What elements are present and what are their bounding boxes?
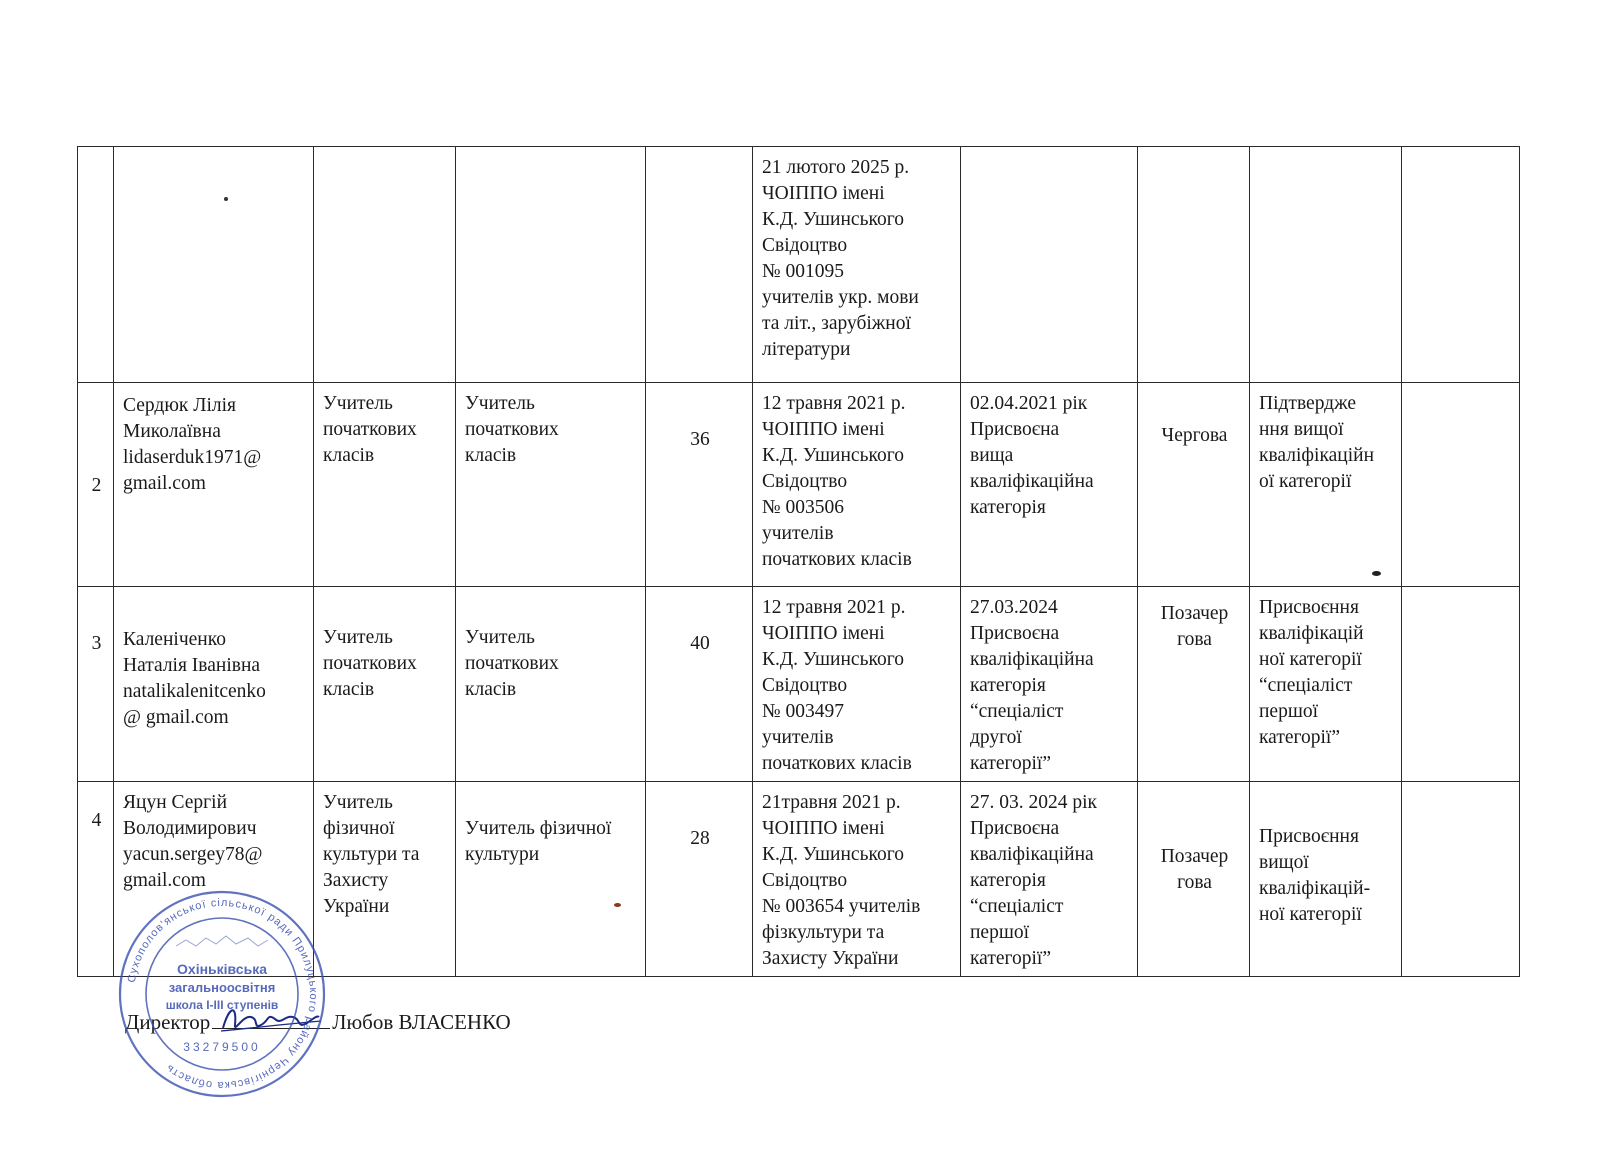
cell-attestation-type [1138, 782, 1250, 977]
cell-attestation-result-line: “спеціаліст [970, 896, 1064, 917]
cell-years [646, 147, 753, 383]
cell-attestation-result [961, 383, 1138, 587]
cell-goal-line: кваліфікацій- [1259, 878, 1371, 899]
cell-course-line: учителів [762, 523, 834, 544]
cell-goal-line: категорії” [1259, 727, 1341, 748]
cell-teaches-line: класів [465, 679, 517, 700]
cell-years [646, 782, 753, 977]
cell-goal-line: Присвоєння [1259, 826, 1359, 847]
cell-course-line: № 003654 учителів [762, 896, 921, 917]
cell-position-line: класів [323, 679, 375, 700]
cell-goal-line: “спеціаліст [1259, 675, 1353, 696]
svg-text:школа І-ІІІ ступенів: школа І-ІІІ ступенів [165, 998, 279, 1012]
cell-years-text: 36 [690, 429, 710, 450]
cell-goal [1250, 383, 1402, 587]
cell-position-line: фізичної [323, 818, 395, 839]
cell-name-line: Володимирович [123, 818, 257, 839]
cell-attestation-result-line: першої [970, 922, 1030, 943]
cell-teaches [456, 147, 646, 383]
cell-name [114, 587, 314, 782]
cell-position-line: класів [323, 445, 375, 466]
cell-position-line: Учитель [323, 627, 393, 648]
cell-position-line: культури та [323, 844, 420, 865]
cell-goal-line: першої [1259, 701, 1319, 722]
cell-attestation-result-line: “спеціаліст [970, 701, 1064, 722]
cell-number-text: 4 [91, 810, 102, 831]
cell-name-line: gmail.com [123, 473, 206, 494]
speck [614, 903, 621, 907]
cell-course-line: К.Д. Ушинського [762, 445, 904, 466]
cell-attestation-type [1138, 383, 1250, 587]
cell-name [114, 147, 314, 383]
cell-position-line: Учитель [323, 393, 393, 414]
cell-course-line: № 001095 [762, 261, 844, 282]
svg-text:33279500: 33279500 [183, 1040, 261, 1054]
cell-years-text: 40 [690, 633, 710, 654]
cell-attestation-type [1138, 147, 1250, 383]
cell-goal [1250, 587, 1402, 782]
cell-course-line: Свідоцтво [762, 235, 848, 256]
cell-course-line: учителів [762, 727, 834, 748]
cell-course-line: літератури [762, 339, 851, 360]
cell-attestation-result-line: 27.03.2024 [970, 597, 1058, 618]
cell-course-line: Захисту України [762, 948, 899, 969]
cell-years-text: 28 [690, 828, 710, 849]
cell-name [114, 383, 314, 587]
cell-goal-line: кваліфікаційн [1259, 445, 1375, 466]
cell-position-line: Учитель [323, 792, 393, 813]
cell-goal-line: ої категорії [1259, 471, 1352, 492]
cell-course-line: 21травня 2021 р. [762, 792, 901, 813]
speck [1372, 571, 1381, 576]
cell-goal-line: Присвоєння [1259, 597, 1359, 618]
director-label: Директор [125, 1010, 211, 1034]
speck [224, 197, 228, 201]
cell-attestation-result [961, 782, 1138, 977]
cell-attestation-result-line: 27. 03. 2024 рік [970, 792, 1098, 813]
cell-teaches-line: класів [465, 445, 517, 466]
cell-teaches-line: початкових [465, 653, 559, 674]
cell-position [314, 147, 456, 383]
cell-attestation-result-line: категорії” [970, 948, 1052, 969]
cell-attestation-result-line: Присвоєна [970, 623, 1060, 644]
cell-course-line: ЧОІППО імені [762, 183, 885, 204]
cell-number [78, 147, 114, 383]
cell-goal-line: кваліфікацій [1259, 623, 1364, 644]
cell-name-line: Яцун Сергій [123, 792, 228, 813]
cell-attestation-result-line: другої [970, 727, 1022, 748]
cell-attestation-result-line: Присвоєна [970, 419, 1060, 440]
cell-empty [1402, 147, 1520, 383]
cell-course-line: ЧОІППО імені [762, 419, 885, 440]
cell-number [78, 587, 114, 782]
cell-goal-line: ння вищої [1259, 419, 1344, 440]
cell-attestation-result [961, 147, 1138, 383]
cell-number [78, 383, 114, 587]
cell-attestation-type-text: Позачер гова [1160, 846, 1229, 893]
cell-teaches [456, 587, 646, 782]
cell-attestation-type-text: Чергова [1161, 425, 1228, 446]
cell-course-line: фізкультури та [762, 922, 885, 943]
table-row [78, 147, 1520, 383]
cell-position-line: України [323, 896, 390, 917]
table-row [78, 587, 1520, 782]
cell-course-line: Свідоцтво [762, 675, 848, 696]
cell-name-line: Миколаївна [123, 421, 221, 442]
cell-course-line: К.Д. Ушинського [762, 844, 904, 865]
cell-course-line: початкових класів [762, 753, 912, 774]
cell-position [314, 383, 456, 587]
cell-goal-line: вищої [1259, 852, 1309, 873]
cell-position-line: початкових [323, 653, 417, 674]
cell-teaches-line: Учитель [465, 393, 535, 414]
cell-attestation-result-line: категорії” [970, 753, 1052, 774]
cell-course-line: учителів укр. мови [762, 287, 919, 308]
cell-goal-line: Підтвердже [1259, 393, 1356, 414]
cell-attestation-result-line: Присвоєна [970, 818, 1060, 839]
cell-goal-line: ної категорії [1259, 904, 1362, 925]
cell-teaches-line: початкових [465, 419, 559, 440]
cell-name-line: Наталія Іванівна [123, 655, 261, 676]
cell-attestation-type [1138, 587, 1250, 782]
cell-course-line: та літ., зарубіжної [762, 313, 911, 334]
cell-name-line: Сердюк Лілія [123, 395, 236, 416]
cell-position-line: початкових [323, 419, 417, 440]
cell-course-line: № 003497 [762, 701, 844, 722]
svg-text:загальноосвітня: загальноосвітня [168, 980, 276, 995]
cell-attestation-result-line: кваліфікаційна [970, 649, 1094, 670]
cell-attestation-result-line: 02.04.2021 рік [970, 393, 1088, 414]
cell-attestation-result [961, 587, 1138, 782]
cell-empty [1402, 782, 1520, 977]
cell-name-line: @ gmail.com [123, 707, 229, 728]
school-stamp [116, 888, 328, 1100]
staff-table [77, 146, 1520, 977]
cell-goal [1250, 147, 1402, 383]
cell-goal [1250, 782, 1402, 977]
cell-course [753, 782, 961, 977]
svg-text:Охіньківська: Охіньківська [177, 961, 267, 977]
cell-attestation-result-line: категорія [970, 870, 1046, 891]
cell-course-line: 21 лютого 2025 р. [762, 157, 910, 178]
cell-empty [1402, 383, 1520, 587]
cell-attestation-result-line: категорія [970, 497, 1046, 518]
cell-name-line: gmail.com [123, 870, 206, 891]
cell-number-text: 3 [91, 633, 102, 654]
cell-position-line: Захисту [323, 870, 389, 891]
cell-years [646, 383, 753, 587]
cell-course [753, 383, 961, 587]
cell-name-line: yacun.sergey78@ [123, 844, 263, 865]
cell-position [314, 782, 456, 977]
cell-teaches-line: Учитель [465, 627, 535, 648]
cell-years [646, 587, 753, 782]
cell-empty [1402, 587, 1520, 782]
cell-course-line: К.Д. Ушинського [762, 649, 904, 670]
cell-goal-line: ної категорії [1259, 649, 1362, 670]
cell-course-line: Свідоцтво [762, 870, 848, 891]
cell-course-line: початкових класів [762, 549, 912, 570]
cell-course [753, 147, 961, 383]
cell-teaches [456, 383, 646, 587]
cell-name-line: Каленіченко [123, 629, 226, 650]
cell-attestation-result-line: кваліфікаційна [970, 471, 1094, 492]
cell-course-line: Свідоцтво [762, 471, 848, 492]
cell-teaches-line: культури [465, 844, 540, 865]
cell-attestation-result-line: вища [970, 445, 1014, 466]
cell-course-line: 12 травня 2021 р. [762, 393, 906, 414]
cell-position [314, 587, 456, 782]
table-row [78, 383, 1520, 587]
cell-name-line: lidaserduk1971@ [123, 447, 262, 468]
cell-course-line: ЧОІППО імені [762, 623, 885, 644]
director-name: Любов ВЛАСЕНКО [332, 1010, 511, 1034]
cell-course-line: ЧОІППО імені [762, 818, 885, 839]
svg-text:Сухополов'янської сільської ра: Сухополов'янської сільської ради Прилуцького району Чернігівська область [125, 896, 320, 1092]
cell-number-text: 2 [91, 475, 102, 496]
cell-course-line: К.Д. Ушинського [762, 209, 904, 230]
cell-teaches-line: Учитель фізичної [465, 818, 612, 839]
cell-number [78, 782, 114, 977]
cell-attestation-result-line: кваліфікаційна [970, 844, 1094, 865]
cell-attestation-type-text: Позачер гова [1160, 603, 1229, 650]
cell-teaches [456, 782, 646, 977]
cell-course-line: 12 травня 2021 р. [762, 597, 906, 618]
cell-name-line: natalikalenitcenko [123, 681, 266, 702]
cell-course-line: № 003506 [762, 497, 844, 518]
cell-attestation-result-line: категорія [970, 675, 1046, 696]
cell-course [753, 587, 961, 782]
